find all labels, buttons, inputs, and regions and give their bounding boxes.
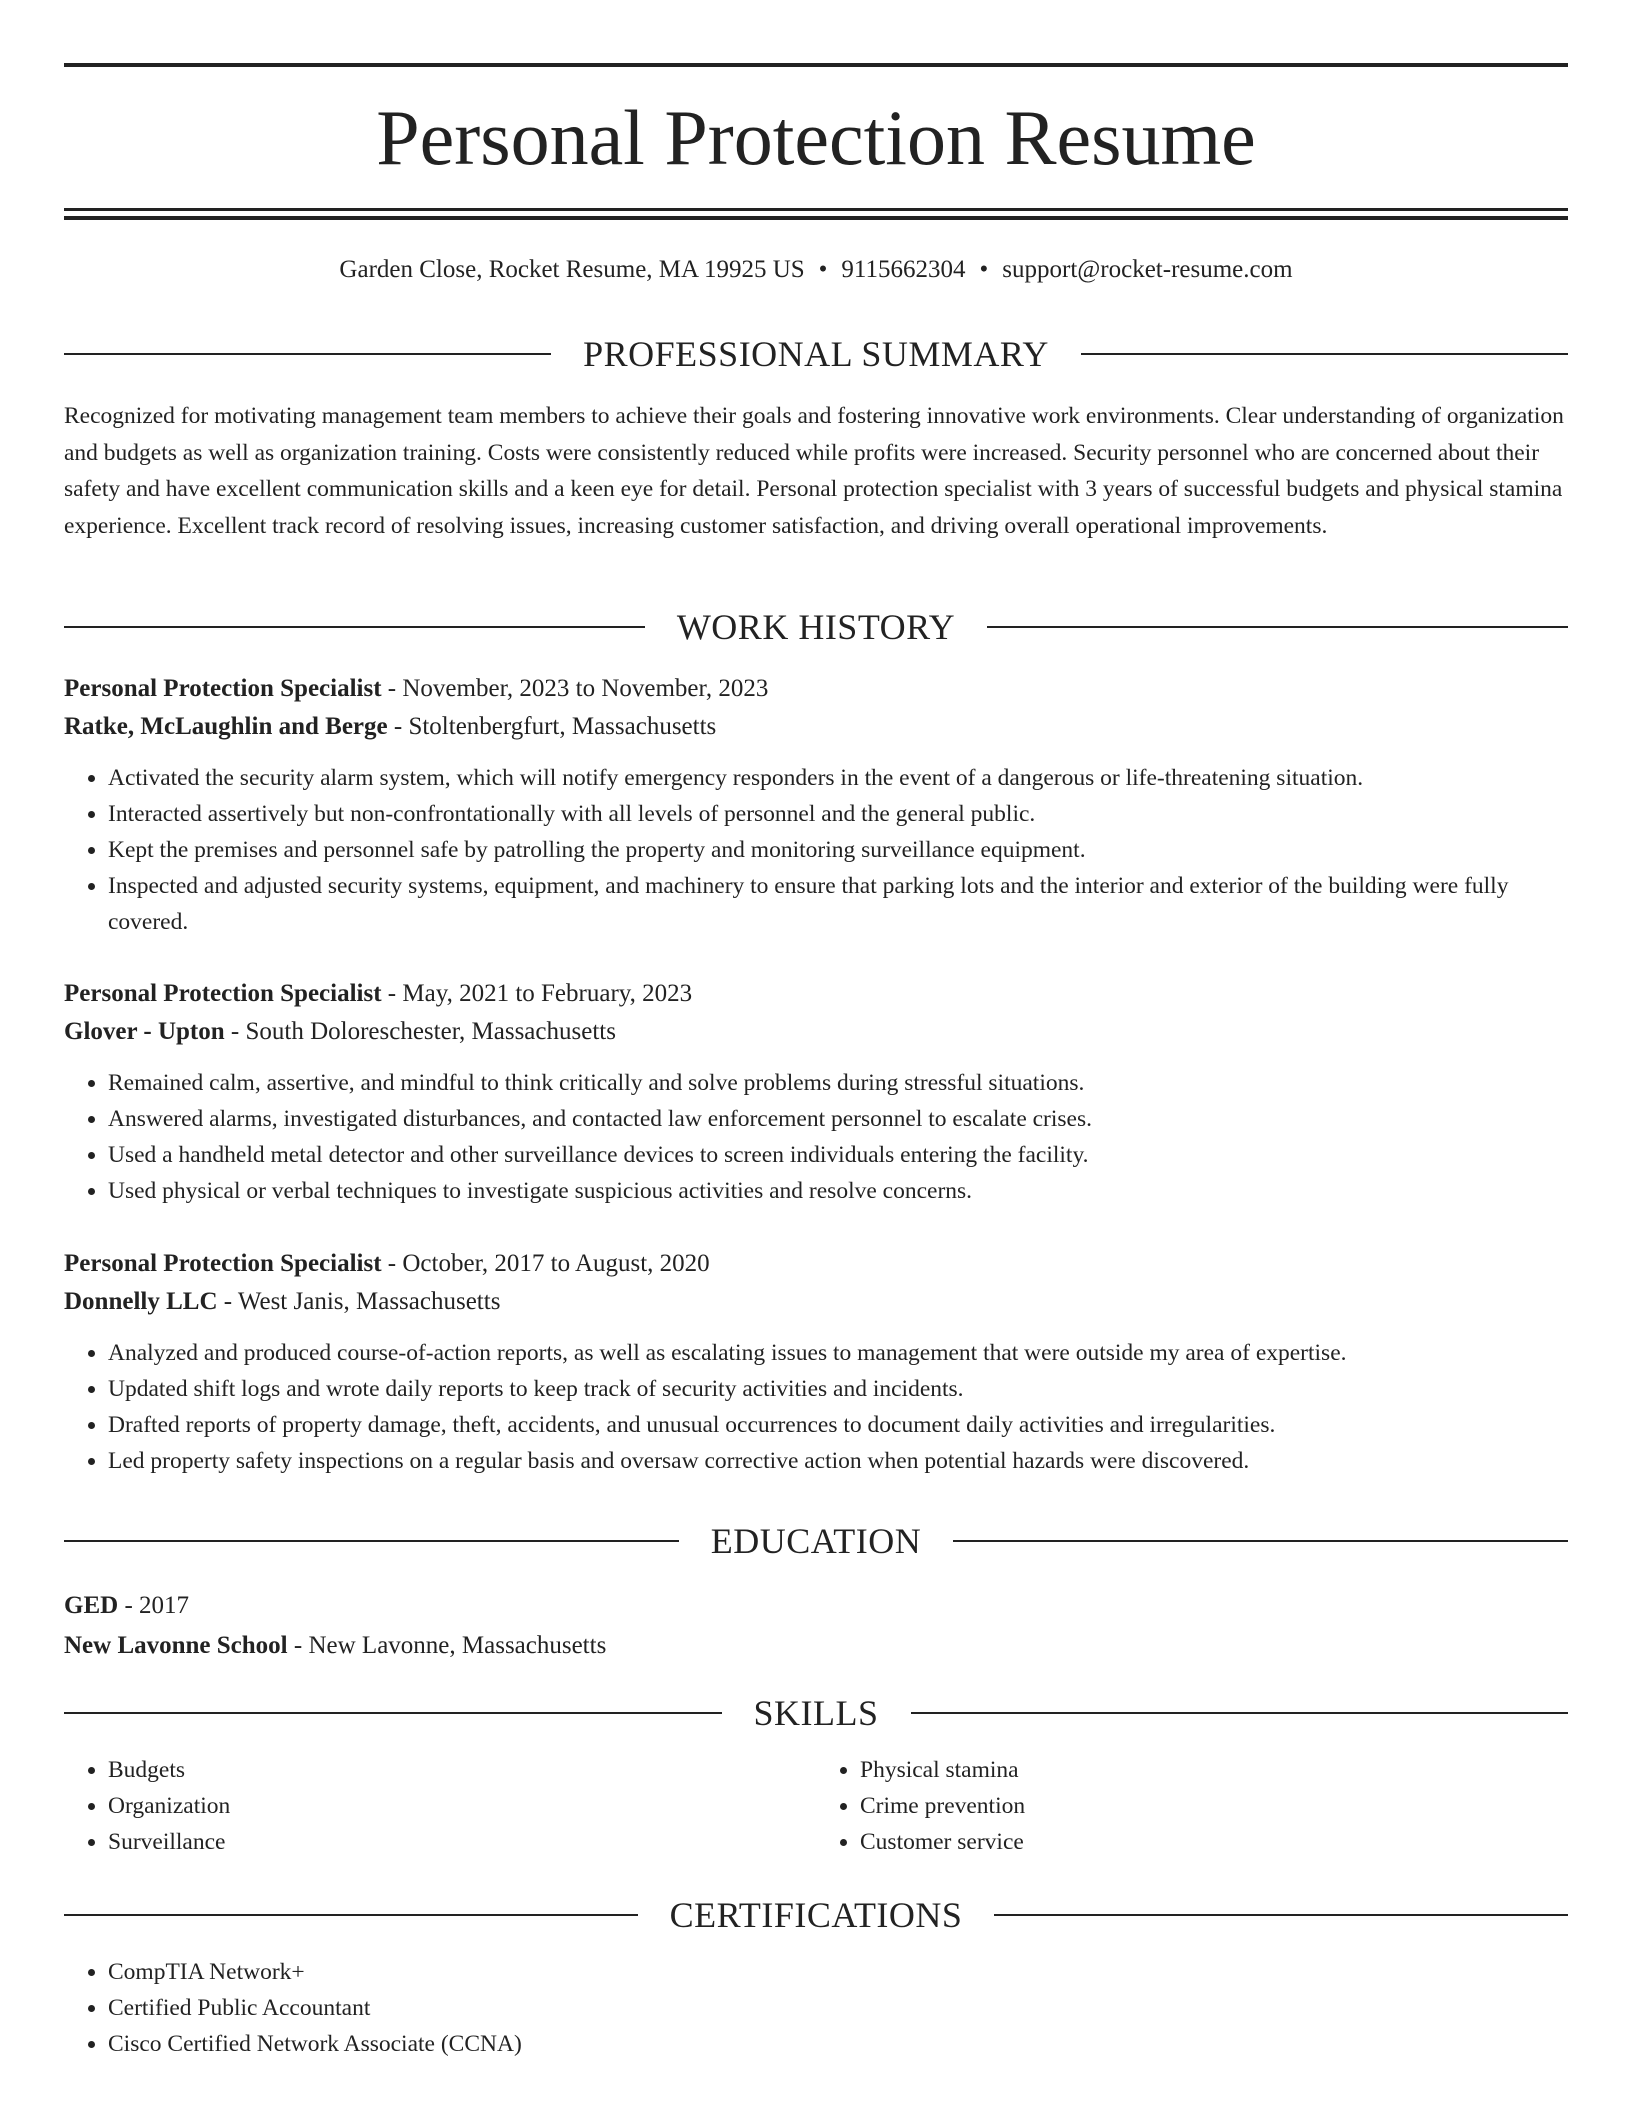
job-entry — [64, 670, 1568, 940]
job-location: - West Janis, Massachusetts — [217, 1288, 501, 1315]
job-entry — [64, 1245, 1568, 1479]
contact-email: support@rocket-resume.com — [1002, 256, 1293, 283]
resume-title: Personal Protection Resume — [376, 94, 1256, 181]
heading-rule — [1081, 353, 1568, 355]
education-entry — [64, 1586, 1568, 1666]
section-heading-skills — [64, 1690, 1568, 1736]
list-item: • Updated shift logs and wrote daily reports to keep track of security activities and incidents. — [108, 1371, 1568, 1407]
list-item: • CompTIA Network+ — [108, 1954, 1568, 1990]
heading-rule — [911, 1712, 1569, 1714]
contact-separator: • — [818, 256, 828, 283]
section-title: PROFESSIONAL SUMMARY — [583, 334, 1049, 374]
list-item: • Led property safety inspections on a regular basis and oversaw corrective action when potential hazards were discovered. — [108, 1443, 1568, 1479]
job-bullets — [64, 1335, 1568, 1479]
section-heading-work-history — [64, 604, 1568, 650]
job-title-line — [64, 1245, 1568, 1283]
job-company: Glover - Upton — [64, 1018, 225, 1045]
list-item: • Surveillance — [108, 1824, 816, 1860]
education-school-line — [64, 1626, 1568, 1666]
list-item: • Certified Public Accountant — [108, 1990, 1568, 2026]
job-title: Personal Protection Specialist — [64, 1250, 382, 1277]
section-title: SKILLS — [753, 1693, 879, 1733]
job-company-line — [64, 1283, 1568, 1321]
section-title: WORK HISTORY — [676, 607, 956, 647]
heading-rule — [64, 626, 645, 628]
list-item: • Organization — [108, 1788, 816, 1824]
job-dates: - November, 2023 to November, 2023 — [381, 675, 769, 702]
skills-list — [64, 1752, 1568, 1860]
education-school: New Lavonne School — [64, 1632, 288, 1659]
job-location: - Stoltenbergfurt, Massachusetts — [387, 713, 717, 740]
job-dates: - October, 2017 to August, 2020 — [381, 1250, 710, 1277]
section-heading-summary — [64, 331, 1568, 377]
list-item: • Interacted assertively but non-confrontationally with all levels of personnel and the general public. — [108, 796, 1568, 832]
list-item: • Used physical or verbal techniques to investigate suspicious activities and resolve concerns. — [108, 1173, 1568, 1209]
skills-column-right — [816, 1752, 1568, 1860]
list-item: • Analyzed and produced course-of-action reports, as well as escalating issues to management that were outside my area of expertise. — [108, 1335, 1568, 1371]
list-item: • Activated the security alarm system, which will notify emergency responders in the event of a dangerous or life-threatening situation. — [108, 760, 1568, 796]
list-item: • Remained calm, assertive, and mindful to think critically and solve problems during stressful situations. — [108, 1065, 1568, 1101]
title-double-rule — [64, 208, 1568, 220]
list-item: • Cisco Certified Network Associate (CCNA) — [108, 2026, 1568, 2062]
job-company-line — [64, 1013, 1568, 1051]
job-bullets — [64, 760, 1568, 940]
contact-separator: • — [979, 256, 989, 283]
heading-rule — [994, 1914, 1568, 1916]
list-item: • Inspected and adjusted security systems, equipment, and machinery to ensure that parking lots and the interior and exterior of the building were fully covered. — [108, 868, 1568, 940]
job-title: Personal Protection Specialist — [64, 675, 382, 702]
list-item: • Budgets — [108, 1752, 816, 1788]
list-item: • Physical stamina — [860, 1752, 1568, 1788]
contact-address: Garden Close, Rocket Resume, MA 19925 US — [339, 256, 805, 283]
heading-rule — [953, 1540, 1568, 1542]
job-title-line — [64, 975, 1568, 1013]
job-company-line — [64, 708, 1568, 746]
list-item: • Drafted reports of property damage, theft, accidents, and unusual occurrences to document daily activities and irregularities. — [108, 1407, 1568, 1443]
education-year: - 2017 — [118, 1592, 190, 1619]
job-company: Ratke, McLaughlin and Berge — [64, 713, 388, 740]
heading-rule — [64, 1540, 679, 1542]
contact-line — [64, 253, 1568, 287]
list-item: • Kept the premises and personnel safe by patrolling the property and monitoring surveillance equipment. — [108, 832, 1568, 868]
summary-text: Recognized for motivating management team members to achieve their goals and fostering innovative work environments. Clear understanding of organization and budgets as well as organization training. Costs were consistently reduced while profits were increased. Security personnel who are concerned about their safety and have excellent communication skills and a keen eye for detail. Personal protection specialist with 3 years of successful budgets and physical stamina experience. Excellent track record of resolving issues, increasing customer satisfaction, and driving overall operational improvements. — [64, 403, 1564, 539]
list-item: • Used a handheld metal detector and other surveillance devices to screen individuals entering the facility. — [108, 1137, 1568, 1173]
education-degree-line — [64, 1586, 1568, 1626]
heading-rule — [64, 1914, 638, 1916]
education-degree: GED — [64, 1592, 119, 1619]
list-item: • Answered alarms, investigated disturbances, and contacted law enforcement personnel to escalate crises. — [108, 1101, 1568, 1137]
certifications-list — [64, 1954, 1568, 2062]
job-title-line — [64, 670, 1568, 708]
job-location: - South Doloreschester, Massachusetts — [224, 1018, 616, 1045]
certifications-block — [64, 1954, 1568, 2062]
section-heading-certifications — [64, 1892, 1568, 1938]
job-title: Personal Protection Specialist — [64, 980, 382, 1007]
heading-rule — [987, 626, 1568, 628]
job-bullets — [64, 1065, 1568, 1209]
job-entry — [64, 975, 1568, 1209]
section-title: EDUCATION — [710, 1521, 922, 1561]
job-dates: - May, 2021 to February, 2023 — [381, 980, 693, 1007]
heading-rule — [64, 1712, 722, 1714]
list-item: • Crime prevention — [860, 1788, 1568, 1824]
heading-rule — [64, 353, 551, 355]
section-title: CERTIFICATIONS — [669, 1895, 963, 1935]
section-heading-education — [64, 1518, 1568, 1564]
skills-column-left — [64, 1752, 816, 1860]
list-item: • Customer service — [860, 1824, 1568, 1860]
education-location: - New Lavonne, Massachusetts — [287, 1632, 607, 1659]
contact-phone: 9115662304 — [841, 256, 966, 283]
top-rule — [64, 63, 1568, 67]
job-company: Donnelly LLC — [64, 1288, 218, 1315]
